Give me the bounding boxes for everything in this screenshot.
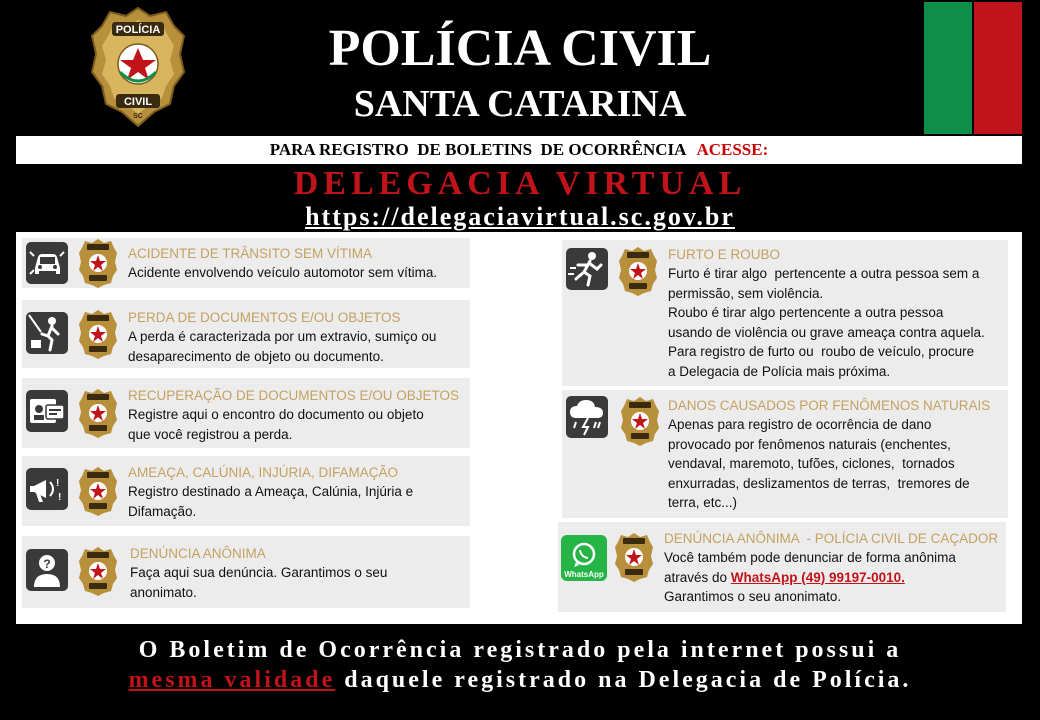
card-title: AMEAÇA, CALÚNIA, INJÚRIA, DIFAMAÇÃO <box>128 465 399 480</box>
card-title: DENÚNCIA ANÔNIMA - POLÍCIA CIVIL DE CAÇADOR <box>664 531 999 546</box>
badge-state-text: SC <box>133 113 143 120</box>
card-description: Você também pode denunciar de forma anônima através do WhatsApp (49) 99197-0010. Garantimos o seu anonimato. <box>664 550 956 604</box>
running-thief-icon <box>566 248 608 290</box>
anonymous-person-icon <box>26 549 68 591</box>
card-theft-robbery[interactable] <box>562 240 1008 386</box>
card-title: DENÚNCIA ANÔNIMA <box>130 546 266 561</box>
badge-top-text: POLÍCIA <box>115 24 161 36</box>
register-banner <box>16 136 1022 164</box>
police-badge-icon <box>78 466 118 516</box>
police-badge-icon <box>620 396 660 446</box>
card-description: Registre aqui o encontro do documento ou objeto que você registrou a perda. <box>128 407 424 442</box>
svg-text:!: ! <box>58 492 62 503</box>
megaphone-icon <box>26 468 68 510</box>
id-card-icon <box>26 390 68 432</box>
card-description: Faça aqui sua denúncia. Garantimos o seu anonimato. <box>130 565 388 600</box>
virtual-precinct-link[interactable]: https://delegaciavirtual.sc.gov.br <box>305 202 735 231</box>
services-panel <box>16 232 1022 624</box>
card-threat-defamation[interactable] <box>22 456 470 526</box>
card-lost-documents[interactable] <box>22 300 470 368</box>
card-description: Acidente envolvendo veículo automotor sem vítima. <box>128 265 438 280</box>
card-recovered-documents[interactable] <box>22 378 470 448</box>
card-description: A perda é caracterizada por um extravio, sumiço ou desaparecimento de objeto ou documento. <box>128 329 437 364</box>
card-title: DANOS CAUSADOS POR FENÔMENOS NATURAIS <box>668 398 991 413</box>
police-badge-icon <box>78 546 118 596</box>
footer-line-1: O Boletim de Ocorrência registrado pela internet possui a <box>138 637 902 663</box>
card-natural-disaster-damage[interactable] <box>562 390 1008 518</box>
police-badge-icon <box>78 238 118 288</box>
svg-text:?: ? <box>43 557 51 571</box>
card-anonymous-report-cacador[interactable] <box>558 522 1006 612</box>
card-description: Registro destinado a Ameaça, Calúnia, Injúria e Difamação. <box>128 484 414 519</box>
svg-text:!: ! <box>56 478 60 489</box>
card-title: FURTO E ROUBO <box>668 247 781 262</box>
police-badge-icon <box>78 388 118 438</box>
lost-documents-icon <box>26 312 68 354</box>
card-title: ACIDENTE DE TRÂNSITO SEM VÍTIMA <box>128 246 373 261</box>
police-badge-icon <box>618 246 658 296</box>
virtual-precinct-title: DELEGACIA VIRTUAL <box>293 165 747 202</box>
police-badge-logo <box>90 6 186 130</box>
santa-catarina-flag <box>924 2 1022 134</box>
card-title: PERDA DE DOCUMENTOS E/OU OBJETOS <box>128 310 401 325</box>
page-subtitle: SANTA CATARINA <box>353 83 687 125</box>
whatsapp-icon-label: WhatsApp <box>564 570 604 579</box>
footer-line-2-text: daquele registrado na Delegacia de Polícia. <box>335 667 912 693</box>
whatsapp-icon[interactable] <box>561 535 607 581</box>
footer-highlight: mesma validade <box>128 667 336 693</box>
card-anonymous-report[interactable] <box>22 536 470 608</box>
page-title: POLÍCIA CIVIL <box>328 20 712 77</box>
car-accident-icon <box>26 242 68 284</box>
card-description: Furto é tirar algo pertencente a outra pessoa sem a permissão, sem violência. Roubo é tirar algo pertencente a outra pessoa usando de violência ou grave ameaça contra aquela. Para registro de furto ou roubo de veículo, procure a Delegacia de Polícia mais próxima. <box>668 266 985 379</box>
card-traffic-accident[interactable] <box>22 238 470 288</box>
footer-line-2 <box>0 664 1040 696</box>
whatsapp-number-link[interactable]: WhatsApp (49) 99197-0010. <box>730 569 905 585</box>
police-badge-icon <box>614 532 654 582</box>
card-description: Apenas para registro de ocorrência de dano provocado por fenômenos naturais (enchentes, vendaval, maremoto, tufões, ciclones, tornados enxurradas, deslizamentos de terras, tremores de terra, etc...) <box>668 417 970 510</box>
badge-bottom-text: CIVIL <box>123 96 153 108</box>
police-badge-icon <box>78 309 118 359</box>
storm-icon <box>566 396 608 438</box>
register-text: PARA REGISTRO DE BOLETINS DE OCORRÊNCIA <box>269 140 687 159</box>
register-accent: ACESSE: <box>696 140 769 159</box>
card-title: RECUPERAÇÃO DE DOCUMENTOS E/OU OBJETOS <box>128 388 460 403</box>
